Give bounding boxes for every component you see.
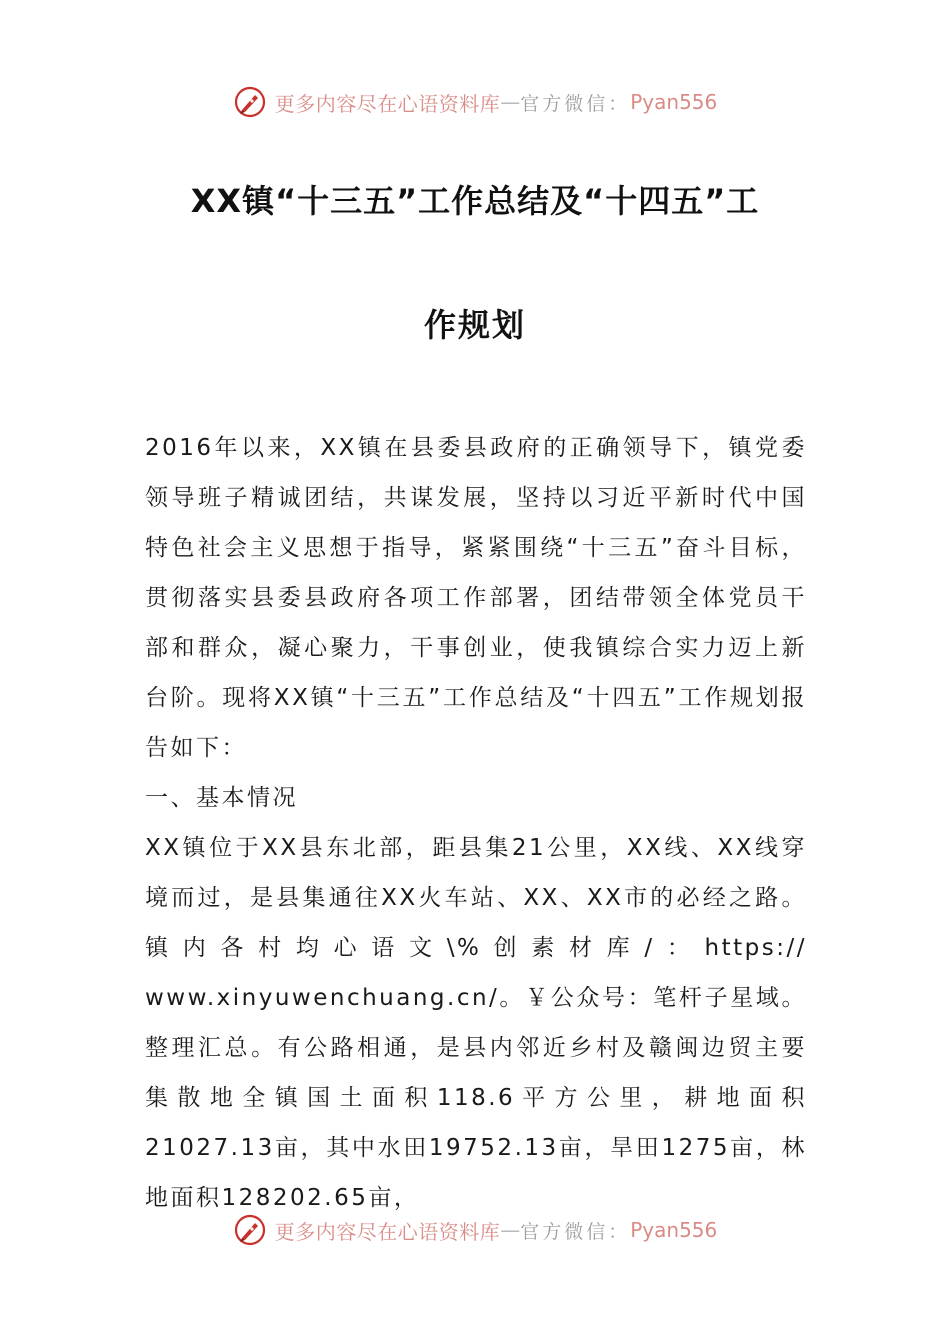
footer-watermark-banner — [0, 1210, 950, 1250]
banner-wechat-label: 官方微信： — [520, 92, 631, 115]
document-title-line-1: XX镇“十三五”工作总结及“十四五”工 — [190, 182, 760, 220]
pen-logo-icon — [233, 85, 267, 119]
body-paragraph-location-part-a: XX镇位于XX县东北部，距县集21公里，XX线、XX线穿境而过，是县集通往XX火车站、XX、XX市的必经之路。镇内各村均心语文\%创素材库/：https:// — [145, 835, 807, 961]
document-body — [145, 423, 807, 1223]
pen-logo-icon — [233, 1213, 267, 1247]
banner-separator: — — [500, 90, 521, 114]
body-paragraph-location-part-b: www.xinyuwenchuang.cn/。￥公众号：笔杆子星域。整理汇总。有公路相通，是县内邻近乡村及赣闽边贸主要集散地全镇国土面积118.6平方公里，耕地面积21027.13亩，其中水田19752.13亩，旱田1275亩，林地面积128202.65亩， — [145, 985, 807, 1211]
document-title-line-2: 作规划 — [423, 306, 526, 344]
banner-brand-text: 更多内容尽在心语资料库 — [274, 91, 501, 116]
banner-separator: — — [500, 1218, 521, 1242]
banner-wechat-id: Pyan556 — [630, 1218, 718, 1242]
section-heading-basic-info: 一、基本情况 — [145, 785, 298, 811]
banner-wechat-id: Pyan556 — [630, 90, 718, 114]
banner-wechat-label: 官方微信： — [520, 1220, 631, 1243]
body-paragraph-intro: 2016年以来，XX镇在县委县政府的正确领导下，镇党委领导班子精诚团结，共谋发展，坚持以习近平新时代中国特色社会主义思想于指导，紧紧围绕“十三五”奋斗目标，贯彻落实县委县政府各项工作部署，团结带领全体党员干部和群众，凝心聚力，干事创业，使我镇综合实力迈上新台阶。现将XX镇“十三五”工作总结及“十四五”工作规划报告如下： — [145, 435, 807, 761]
banner-brand-text: 更多内容尽在心语资料库 — [274, 1219, 501, 1244]
header-watermark-banner — [0, 82, 950, 122]
